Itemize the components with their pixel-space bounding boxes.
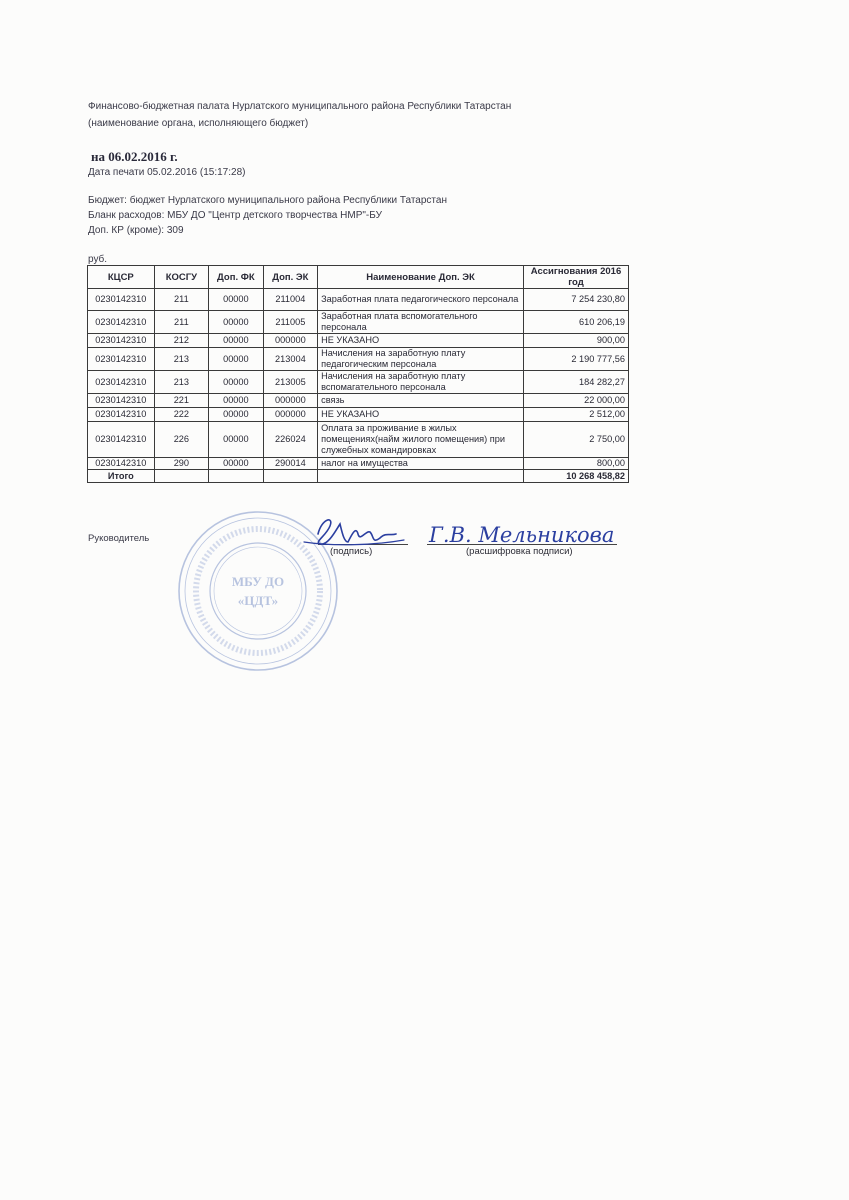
name-cell: Начисления на заработную плату педагогическим персонала xyxy=(318,348,524,371)
table-row xyxy=(88,348,629,371)
dop-fk-cell: 00000 xyxy=(209,458,264,470)
amount-cell: 7 254 230,80 xyxy=(524,289,629,311)
kcsr-cell: 0230142310 xyxy=(88,422,155,458)
amount-cell: 2 512,00 xyxy=(524,408,629,422)
kcsr-cell: 0230142310 xyxy=(88,289,155,311)
handwritten-signature xyxy=(300,512,410,552)
kcsr-cell: 0230142310 xyxy=(88,348,155,371)
kcsr-cell: 0230142310 xyxy=(88,371,155,394)
expense-form-line: Бланк расходов: МБУ ДО "Центр детского творчества НМР"-БУ xyxy=(88,210,382,221)
dop-ek-cell: 213004 xyxy=(263,348,318,371)
empty-cell xyxy=(263,470,318,483)
kcsr-cell: 0230142310 xyxy=(88,394,155,408)
appropriations-table xyxy=(87,265,629,483)
total-label: Итого xyxy=(88,470,155,483)
decode-caption: (расшифровка подписи) xyxy=(466,546,573,557)
name-cell: Заработная плата вспомогательного персонала xyxy=(318,311,524,334)
amount-cell: 800,00 xyxy=(524,458,629,470)
dop-ek-cell: 000000 xyxy=(263,334,318,348)
empty-cell xyxy=(318,470,524,483)
dop-ek-cell: 213005 xyxy=(263,371,318,394)
kcsr-cell: 0230142310 xyxy=(88,408,155,422)
amount-cell: 610 206,19 xyxy=(524,311,629,334)
amount-cell: 900,00 xyxy=(524,334,629,348)
total-row xyxy=(88,470,629,483)
name-cell: Начисления на заработную плату вспомагательного персонала xyxy=(318,371,524,394)
dop-fk-cell: 00000 xyxy=(209,371,264,394)
table-row xyxy=(88,458,629,470)
kcsr-cell: 0230142310 xyxy=(88,334,155,348)
dop-fk-cell: 00000 xyxy=(209,408,264,422)
dop-fk-cell: 00000 xyxy=(209,289,264,311)
table-row xyxy=(88,394,629,408)
dop-fk-cell: 00000 xyxy=(209,422,264,458)
signature-caption: (подпись) xyxy=(330,546,373,557)
column-header: Ассигнования 2016 год xyxy=(524,266,629,289)
column-header: Наименование Доп. ЭК xyxy=(318,266,524,289)
name-cell: НЕ УКАЗАНО xyxy=(318,408,524,422)
dop-ek-cell: 290014 xyxy=(263,458,318,470)
column-header: Доп. ФК xyxy=(209,266,264,289)
amount-cell: 2 750,00 xyxy=(524,422,629,458)
total-amount: 10 268 458,82 xyxy=(524,470,629,483)
organization-note: (наименование органа, исполняющего бюджет) xyxy=(88,118,309,129)
kosgu-cell: 221 xyxy=(154,394,209,408)
table-row xyxy=(88,334,629,348)
table-row xyxy=(88,408,629,422)
print-date: Дата печати 05.02.2016 (15:17:28) xyxy=(88,167,246,178)
amount-cell: 184 282,27 xyxy=(524,371,629,394)
amount-cell: 22 000,00 xyxy=(524,394,629,408)
stamp-line2: «ЦДТ» xyxy=(237,593,279,608)
column-header: Доп. ЭК xyxy=(263,266,318,289)
kosgu-cell: 226 xyxy=(154,422,209,458)
empty-cell xyxy=(209,470,264,483)
stamp-line1: МБУ ДО xyxy=(231,574,285,589)
dop-ek-cell: 211005 xyxy=(263,311,318,334)
dop-fk-cell: 00000 xyxy=(209,311,264,334)
kcsr-cell: 0230142310 xyxy=(88,458,155,470)
dop-ek-cell: 211004 xyxy=(263,289,318,311)
table-row xyxy=(88,371,629,394)
name-cell: Оплата за проживание в жилых помещениях(найм жилого помещения) при служебных командировках xyxy=(318,422,524,458)
handwritten-name xyxy=(425,518,630,554)
kosgu-cell: 222 xyxy=(154,408,209,422)
table-row xyxy=(88,422,629,458)
table-row xyxy=(88,289,629,311)
organization-name: Финансово-бюджетная палата Нурлатского муниципального района Республики Татарстан xyxy=(88,101,512,112)
handwritten-name-text: Г.В. Мельникова xyxy=(429,523,615,547)
kosgu-cell: 213 xyxy=(154,348,209,371)
dop-fk-cell: 00000 xyxy=(209,334,264,348)
empty-cell xyxy=(154,470,209,483)
amount-cell: 2 190 777,56 xyxy=(524,348,629,371)
name-cell: связь xyxy=(318,394,524,408)
column-header: КЦСР xyxy=(88,266,155,289)
column-header: КОСГУ xyxy=(154,266,209,289)
name-cell: Заработная плата педагогического персонала xyxy=(318,289,524,311)
dop-kr-line: Доп. КР (кроме): 309 xyxy=(88,225,184,236)
currency-unit: руб. xyxy=(88,254,108,265)
dop-ek-cell: 000000 xyxy=(263,408,318,422)
kcsr-cell: 0230142310 xyxy=(88,311,155,334)
kosgu-cell: 212 xyxy=(154,334,209,348)
dop-fk-cell: 00000 xyxy=(209,348,264,371)
kosgu-cell: 211 xyxy=(154,311,209,334)
signer-label: Руководитель xyxy=(88,533,150,544)
dop-ek-cell: 000000 xyxy=(263,394,318,408)
kosgu-cell: 211 xyxy=(154,289,209,311)
name-cell: НЕ УКАЗАНО xyxy=(318,334,524,348)
table-row xyxy=(88,311,629,334)
kosgu-cell: 290 xyxy=(154,458,209,470)
dop-ek-cell: 226024 xyxy=(263,422,318,458)
kosgu-cell: 213 xyxy=(154,371,209,394)
report-date-title: на 06.02.2016 г. xyxy=(91,149,178,164)
name-cell: налог на имущества xyxy=(318,458,524,470)
budget-line: Бюджет: бюджет Нурлатского муниципального района Республики Татарстан xyxy=(88,195,447,206)
table-header-row xyxy=(88,266,629,289)
dop-fk-cell: 00000 xyxy=(209,394,264,408)
